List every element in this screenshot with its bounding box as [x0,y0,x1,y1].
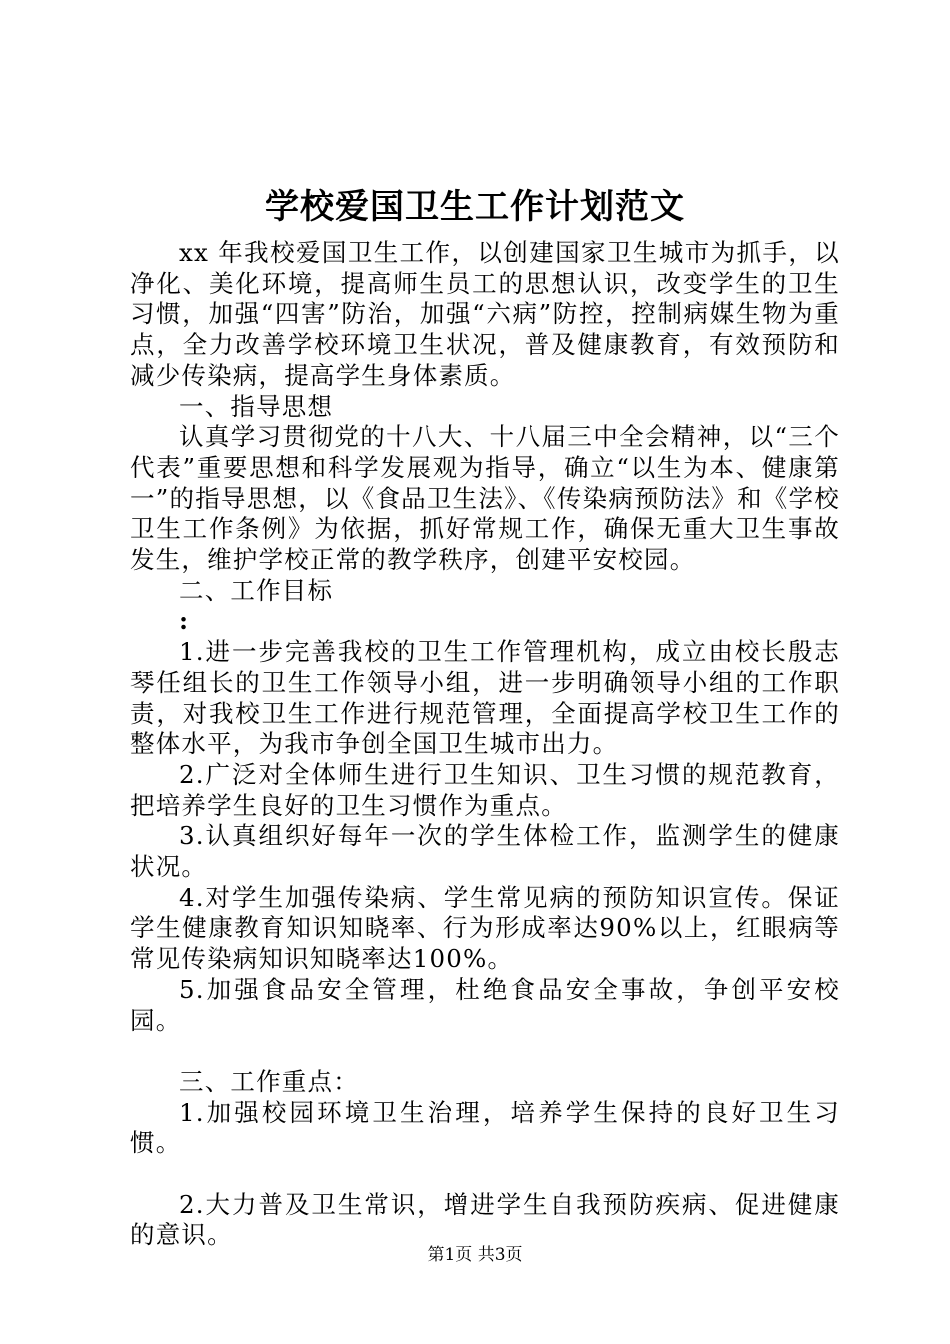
work-goal-item-2: 2.广泛对全体师生进行卫生知识、卫生习惯的规范教育，把培养学生良好的卫生习惯作为重点。 [130,759,840,820]
section-heading-guiding-ideology: 一、指导思想 [179,391,334,421]
section-heading-work-focus: 三、工作重点： [179,1066,359,1096]
guiding-ideology-paragraph: 认真学习贯彻党的十八大、十八届三中全会精神，以“三个代表”重要思想和科学发展观为指导，确立“以生为本、健康第一”的指导思想，以《食品卫生法》、《传染病预防法》和《学校卫生工作条例》为依据，抓好常规工作，确保无重大卫生事故发生，维护学校正常的教学秩序，创建平安校园。 [130,422,840,575]
intro-paragraph: xx 年我校爱国卫生工作，以创建国家卫生城市为抓手，以净化、美化环境，提高师生员工的思想认识，改变学生的卫生习惯，加强“四害”防治，加强“六病”防控，控制病媒生物为重点，全力改善学校环境卫生状况，普及健康教育，有效预防和减少传染病，提高学生身体素质。 [130,238,840,390]
work-goal-item-5: 5.加强食品安全管理，杜绝食品安全事故，争创平安校园。 [130,974,840,1035]
work-goal-item-3: 3.认真组织好每年一次的学生体检工作，监测学生的健康状况。 [130,821,840,882]
work-focus-item-2: 2.大力普及卫生常识，增进学生自我预防疾病、促进健康的意识。 [130,1189,840,1250]
section-heading-work-goals: 二、工作目标 [179,575,334,605]
spacer [130,1036,840,1067]
work-focus-item-1: 1.加强校园环境卫生治理，培养学生保持的良好卫生习惯。 [130,1097,840,1158]
work-goals-colon: : [179,606,190,636]
spacer [130,1159,840,1190]
work-goal-item-1: 1.进一步完善我校的卫生工作管理机构，成立由校长殷志琴任组长的卫生工作领导小组，进一步明确领导小组的工作职责，对我校卫生工作进行规范管理，全面提高学校卫生工作的整体水平，为我市争创全国卫生城市出力。 [130,637,840,759]
document-body [130,238,840,1251]
document-title: 学校爱国卫生工作计划范文 [265,187,685,227]
work-goal-item-4: 4.对学生加强传染病、学生常见病的预防知识宣传。保证学生健康教育知识知晓率、行为形成率达90%以上，红眼病等常见传染病知识知晓率达100%。 [130,882,840,974]
page-footer: 第1页 共3页 [427,1245,523,1265]
